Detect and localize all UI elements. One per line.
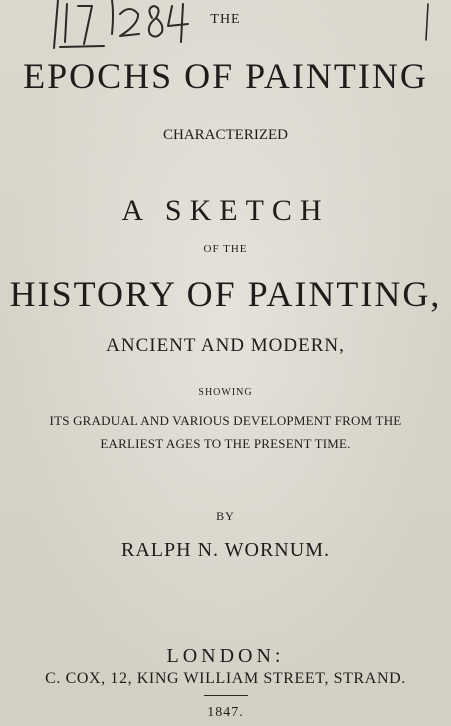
imprint-year: 1847.: [207, 705, 244, 720]
subtitle-sketch: A SKETCH: [121, 194, 330, 227]
subtitle-characterized: CHARACTERIZED: [163, 127, 288, 143]
imprint-publisher: C. COX, 12, KING WILLIAM STREET, STRAND.: [45, 670, 406, 687]
imprint-rule: [204, 695, 248, 696]
subtitle-of-the: OF THE: [203, 243, 248, 255]
history-title: HISTORY OF PAINTING,: [9, 274, 442, 314]
imprint-city: LONDON:: [166, 645, 285, 667]
subtitle-showing: SHOWING: [198, 387, 253, 398]
main-title: EPOCHS OF PAINTING: [23, 56, 428, 96]
title-the: THE: [210, 12, 241, 27]
description-line-2: EARLIEST AGES TO THE PRESENT TIME.: [100, 436, 351, 451]
description-line-1: ITS GRADUAL AND VARIOUS DEVELOPMENT FROM THE: [49, 413, 402, 428]
byline-by: BY: [216, 509, 235, 523]
subtitle-ancient-modern: ANCIENT AND MODERN,: [106, 335, 345, 356]
author-name: RALPH N. WORNUM.: [121, 539, 330, 561]
